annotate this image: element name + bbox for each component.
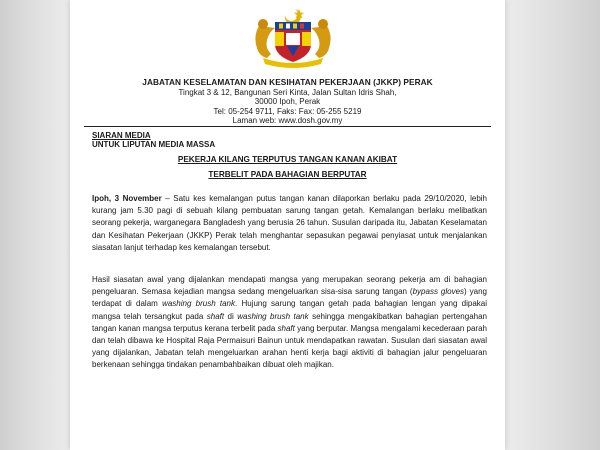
p2-text-1: Hasil siasatan awal yang dijalankan mendapati mangsa yang merupakan seorang pekerja am di bahagian pengeluaran. Semasa kejadian mangsa sedang mengeluarkan sisa-sisa sarung tangan ( [92,275,487,297]
background-right [505,0,600,450]
p2-text-6: yang berputar. Mangsa mengalami kecederaan parah dan telah dibawa ke Hospital Raja Permaisuri Bainun untuk mendapatkan rawatan. Susulan dari siasatan awal yang dijalankan, Jabatan telah mengeluarkan arahan henti kerja bagi aktiviti di bahagian jalur pengeluaran berkenaan sehingga tindakan penambahbaikan dibuat oleh majikan. [92,323,487,370]
malaysia-coat-of-arms-icon [233,6,353,68]
letterhead [70,78,505,126]
p2-italic-term: washing brush tank [237,311,309,321]
paragraph-2 [92,274,487,372]
header-divider [84,126,491,127]
organization-name: JABATAN KESELAMATAN DAN KESIHATAN PEKERJAAN (JKKP) PERAK [142,77,433,87]
p2-text-4: di [224,311,238,321]
headline-line-1: PEKERJA KILANG TERPUTUS TANGAN KANAN AKIBAT [177,155,398,164]
p2-italic-term: bypass gloves [412,287,465,297]
p2-text-2: ) yang terdapat di dalam [92,287,487,309]
p2-italic-term: shaft [206,311,225,321]
p2-italic-term: washing brush tank [162,299,235,309]
contact-line: Tel: 05-254 9711, Faks: Fax: 05-255 5219 [213,106,362,116]
media-coverage-label: UNTUK LIPUTAN MEDIA MASSA [92,140,216,150]
website-line: Laman web: www.dosh.gov.my [232,116,343,126]
paragraph-1 [92,193,487,254]
background-left [0,0,70,450]
address-line-1: Tingkat 3 & 12, Bangunan Seri Kinta, Jalan Sultan Idris Shah, [178,87,397,97]
p2-text-5: sehingga mengakibatkan bahagian pertengahan tangan kanan mangsa terputus kerana terbelit pada [92,311,487,333]
release-label [92,131,215,149]
siaran-media-label: SIARAN MEDIA [92,131,151,140]
headline-line-2: TERBELIT PADA BAHAGIAN BERPUTAR [208,170,367,179]
address-line-2: 30000 Ipoh, Perak [254,97,321,107]
p2-italic-term: shaft [277,323,295,333]
release-headline [70,152,505,182]
dateline: Ipoh, 3 November [92,194,162,203]
paragraph-1-body: – Satu kes kemalangan putus tangan kanan dilaporkan berlaku pada 29/10/2020, lebih kurang jam 5.30 pagi di sebuah kilang pembuatan sarung tangan getah. Kemalangan berlaku melibatkan seorang pekerja, warganegara Bangladesh yang berusia 26 tahun. Susulan daripada itu, Jabatan Keselamatan dan Kesihatan Pekerjaan (JKKP) Perak telah menghantar sepasukan pegawai penyiasat untuk menjalankan siasatan lanjut terhadap kes kemalangan tersebut. [92,194,488,252]
p2-text-3: . Hujung sarung tangan getah pada bahagian lengan yang dipakai mangsa telah tersangkut pada [92,299,487,321]
press-release-page [70,0,505,450]
